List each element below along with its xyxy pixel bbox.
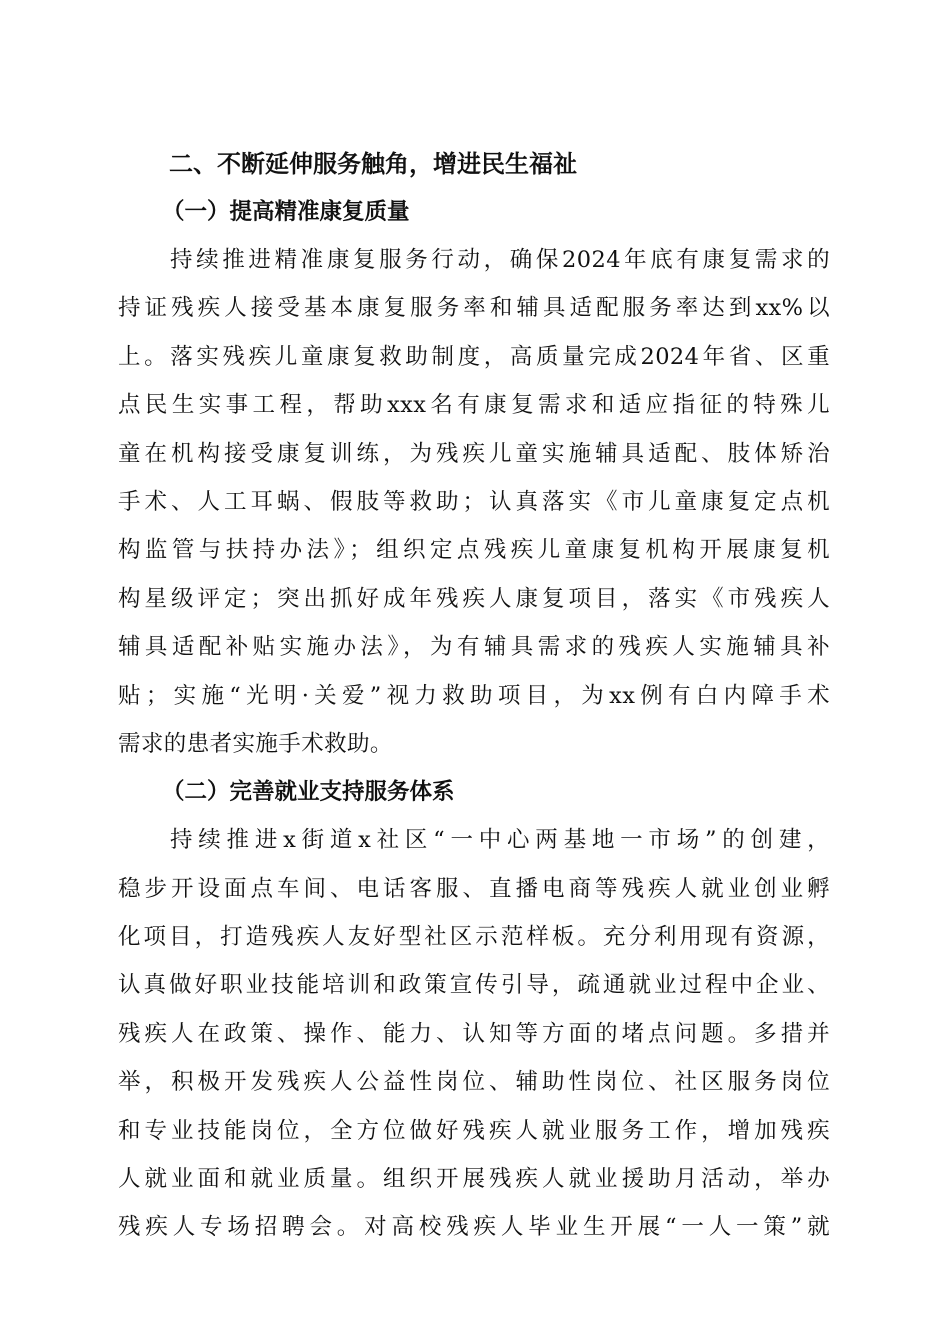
section-heading: 二、不断延伸服务触角，增进民生福祉 — [169, 150, 577, 178]
paragraph-line: 上。落实残疾儿童康复救助制度，高质量完成2024年省、区重 — [118, 343, 830, 370]
paragraph-line: 认真做好职业技能培训和政策宣传引导，疏通就业过程中企业、 — [118, 972, 830, 999]
subsection-1 — [118, 188, 830, 768]
subsection-heading: （一）提高精准康复质量 — [162, 199, 410, 225]
paragraph-line: 残疾人专场招聘会。对高校残疾人毕业生开展“一人一策”就 — [118, 1214, 830, 1241]
subsection-2 — [118, 768, 830, 1252]
paragraph — [118, 816, 830, 1252]
paragraph-line: 和专业技能岗位，全方位做好残疾人就业服务工作，增加残疾 — [118, 1117, 830, 1144]
paragraph-line: 人就业面和就业质量。组织开展残疾人就业援助月活动，举办 — [118, 1166, 830, 1193]
paragraph-line: 持证残疾人接受基本康复服务率和辅具适配服务率达到xx%以 — [118, 295, 830, 322]
paragraph-line: 需求的患者实施手术救助。 — [118, 730, 393, 757]
paragraph-line: 点民生实事工程，帮助xxx名有康复需求和适应指征的特殊儿 — [118, 392, 830, 419]
paragraph-line: 构监管与扶持办法》；组织定点残疾儿童康复机构开展康复机 — [118, 537, 830, 564]
paragraph-line: 举，积极开发残疾人公益性岗位、辅助性岗位、社区服务岗位 — [118, 1069, 830, 1096]
paragraph-line: 持续推进x街道x社区“一中心两基地一市场”的创建， — [170, 827, 830, 854]
paragraph — [118, 236, 830, 768]
document-body — [118, 140, 830, 1252]
paragraph-line: 手术、人工耳蜗、假肢等救助；认真落实《市儿童康复定点机 — [118, 488, 830, 515]
paragraph-line: 稳步开设面点车间、电话客服、直播电商等残疾人就业创业孵 — [118, 875, 830, 902]
paragraph-line: 残疾人在政策、操作、能力、认知等方面的堵点问题。多措并 — [118, 1020, 830, 1047]
paragraph-line: 持续推进精准康复服务行动，确保2024年底有康复需求的 — [170, 247, 830, 273]
paragraph-line: 童在机构接受康复训练，为残疾儿童实施辅具适配、肢体矫治 — [118, 440, 830, 467]
subsection-heading: （二）完善就业支持服务体系 — [162, 779, 455, 806]
paragraph-line: 辅具适配补贴实施办法》，为有辅具需求的残疾人实施辅具补 — [118, 634, 830, 661]
paragraph-line: 化项目，打造残疾人友好型社区示范样板。充分利用现有资源， — [118, 924, 830, 951]
paragraph-line: 构星级评定；突出抓好成年残疾人康复项目，落实《市残疾人 — [118, 585, 830, 612]
paragraph-line: 贴；实施“光明·关爱”视力救助项目，为xx例有白内障手术 — [118, 682, 830, 709]
